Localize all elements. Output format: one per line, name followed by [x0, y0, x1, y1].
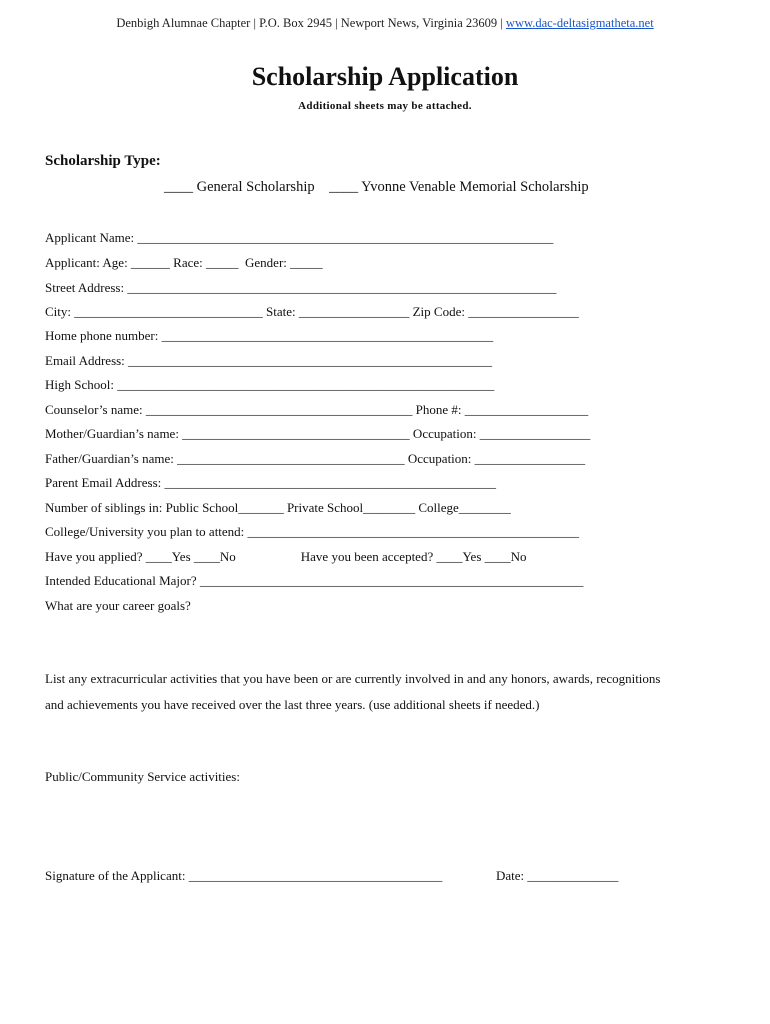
- siblings-field[interactable]: Number of siblings in: Public School_______ Private School________ College________: [45, 500, 511, 515]
- date-field[interactable]: Date: ______________: [496, 868, 619, 883]
- applied-accepted-field[interactable]: Have you applied? ____Yes ____No Have you been accepted? ____Yes ____No: [45, 549, 527, 564]
- major-field[interactable]: Intended Educational Major? ___________________________________________________________: [45, 573, 584, 588]
- scholarship-type-label: Scholarship Type:: [45, 153, 161, 169]
- page-subtitle: Additional sheets may be attached.: [298, 100, 472, 112]
- letterhead-address: Denbigh Alumnae Chapter | P.O. Box 2945 | Newport News, Virginia 23609 |: [116, 16, 506, 30]
- extracurricular-prompt-line2: and achievements you have received over the last three years. (use additional sheets if needed.): [45, 697, 540, 712]
- high-school-field[interactable]: High School: __________________________________________________________: [45, 377, 495, 392]
- page-title: Scholarship Application: [251, 62, 519, 91]
- father-guardian-field[interactable]: Father/Guardian’s name: ___________________________________ Occupation: _________________: [45, 451, 586, 466]
- age-race-gender-field[interactable]: Applicant: Age: ______ Race: _____ Gender: _____: [45, 255, 323, 270]
- street-address-field[interactable]: Street Address: __________________________________________________________________: [45, 280, 557, 295]
- website-link[interactable]: www.dac-deltasigmatheta.net: [505, 16, 654, 30]
- signature-field[interactable]: Signature of the Applicant: _______________________________________: [45, 868, 443, 883]
- parent-email-field[interactable]: Parent Email Address: ___________________________________________________: [45, 475, 497, 490]
- counselor-field[interactable]: Counselor’s name: _________________________________________ Phone #: ___________________: [45, 402, 589, 417]
- community-service-prompt: Public/Community Service activities:: [45, 769, 240, 784]
- career-goals-prompt: What are your career goals?: [45, 598, 191, 613]
- letterhead: [0, 16, 770, 31]
- email-address-field[interactable]: Email Address: ________________________________________________________: [45, 353, 493, 368]
- extracurricular-prompt-line1: List any extracurricular activities that you have been or are currently involved in and any honors, awards, recognitions: [45, 671, 661, 686]
- applicant-name-field[interactable]: Applicant Name: ________________________________________________________________: [45, 230, 554, 245]
- scholarship-type-options[interactable]: ____ General Scholarship ____ Yvonne Venable Memorial Scholarship: [164, 179, 589, 195]
- college-plan-field[interactable]: College/University you plan to attend: ___________________________________________________: [45, 524, 580, 539]
- home-phone-field[interactable]: Home phone number: ___________________________________________________: [45, 328, 494, 343]
- city-state-zip-field[interactable]: City: _____________________________ State: _________________ Zip Code: _________________: [45, 304, 579, 319]
- mother-guardian-field[interactable]: Mother/Guardian’s name: ___________________________________ Occupation: _________________: [45, 426, 591, 441]
